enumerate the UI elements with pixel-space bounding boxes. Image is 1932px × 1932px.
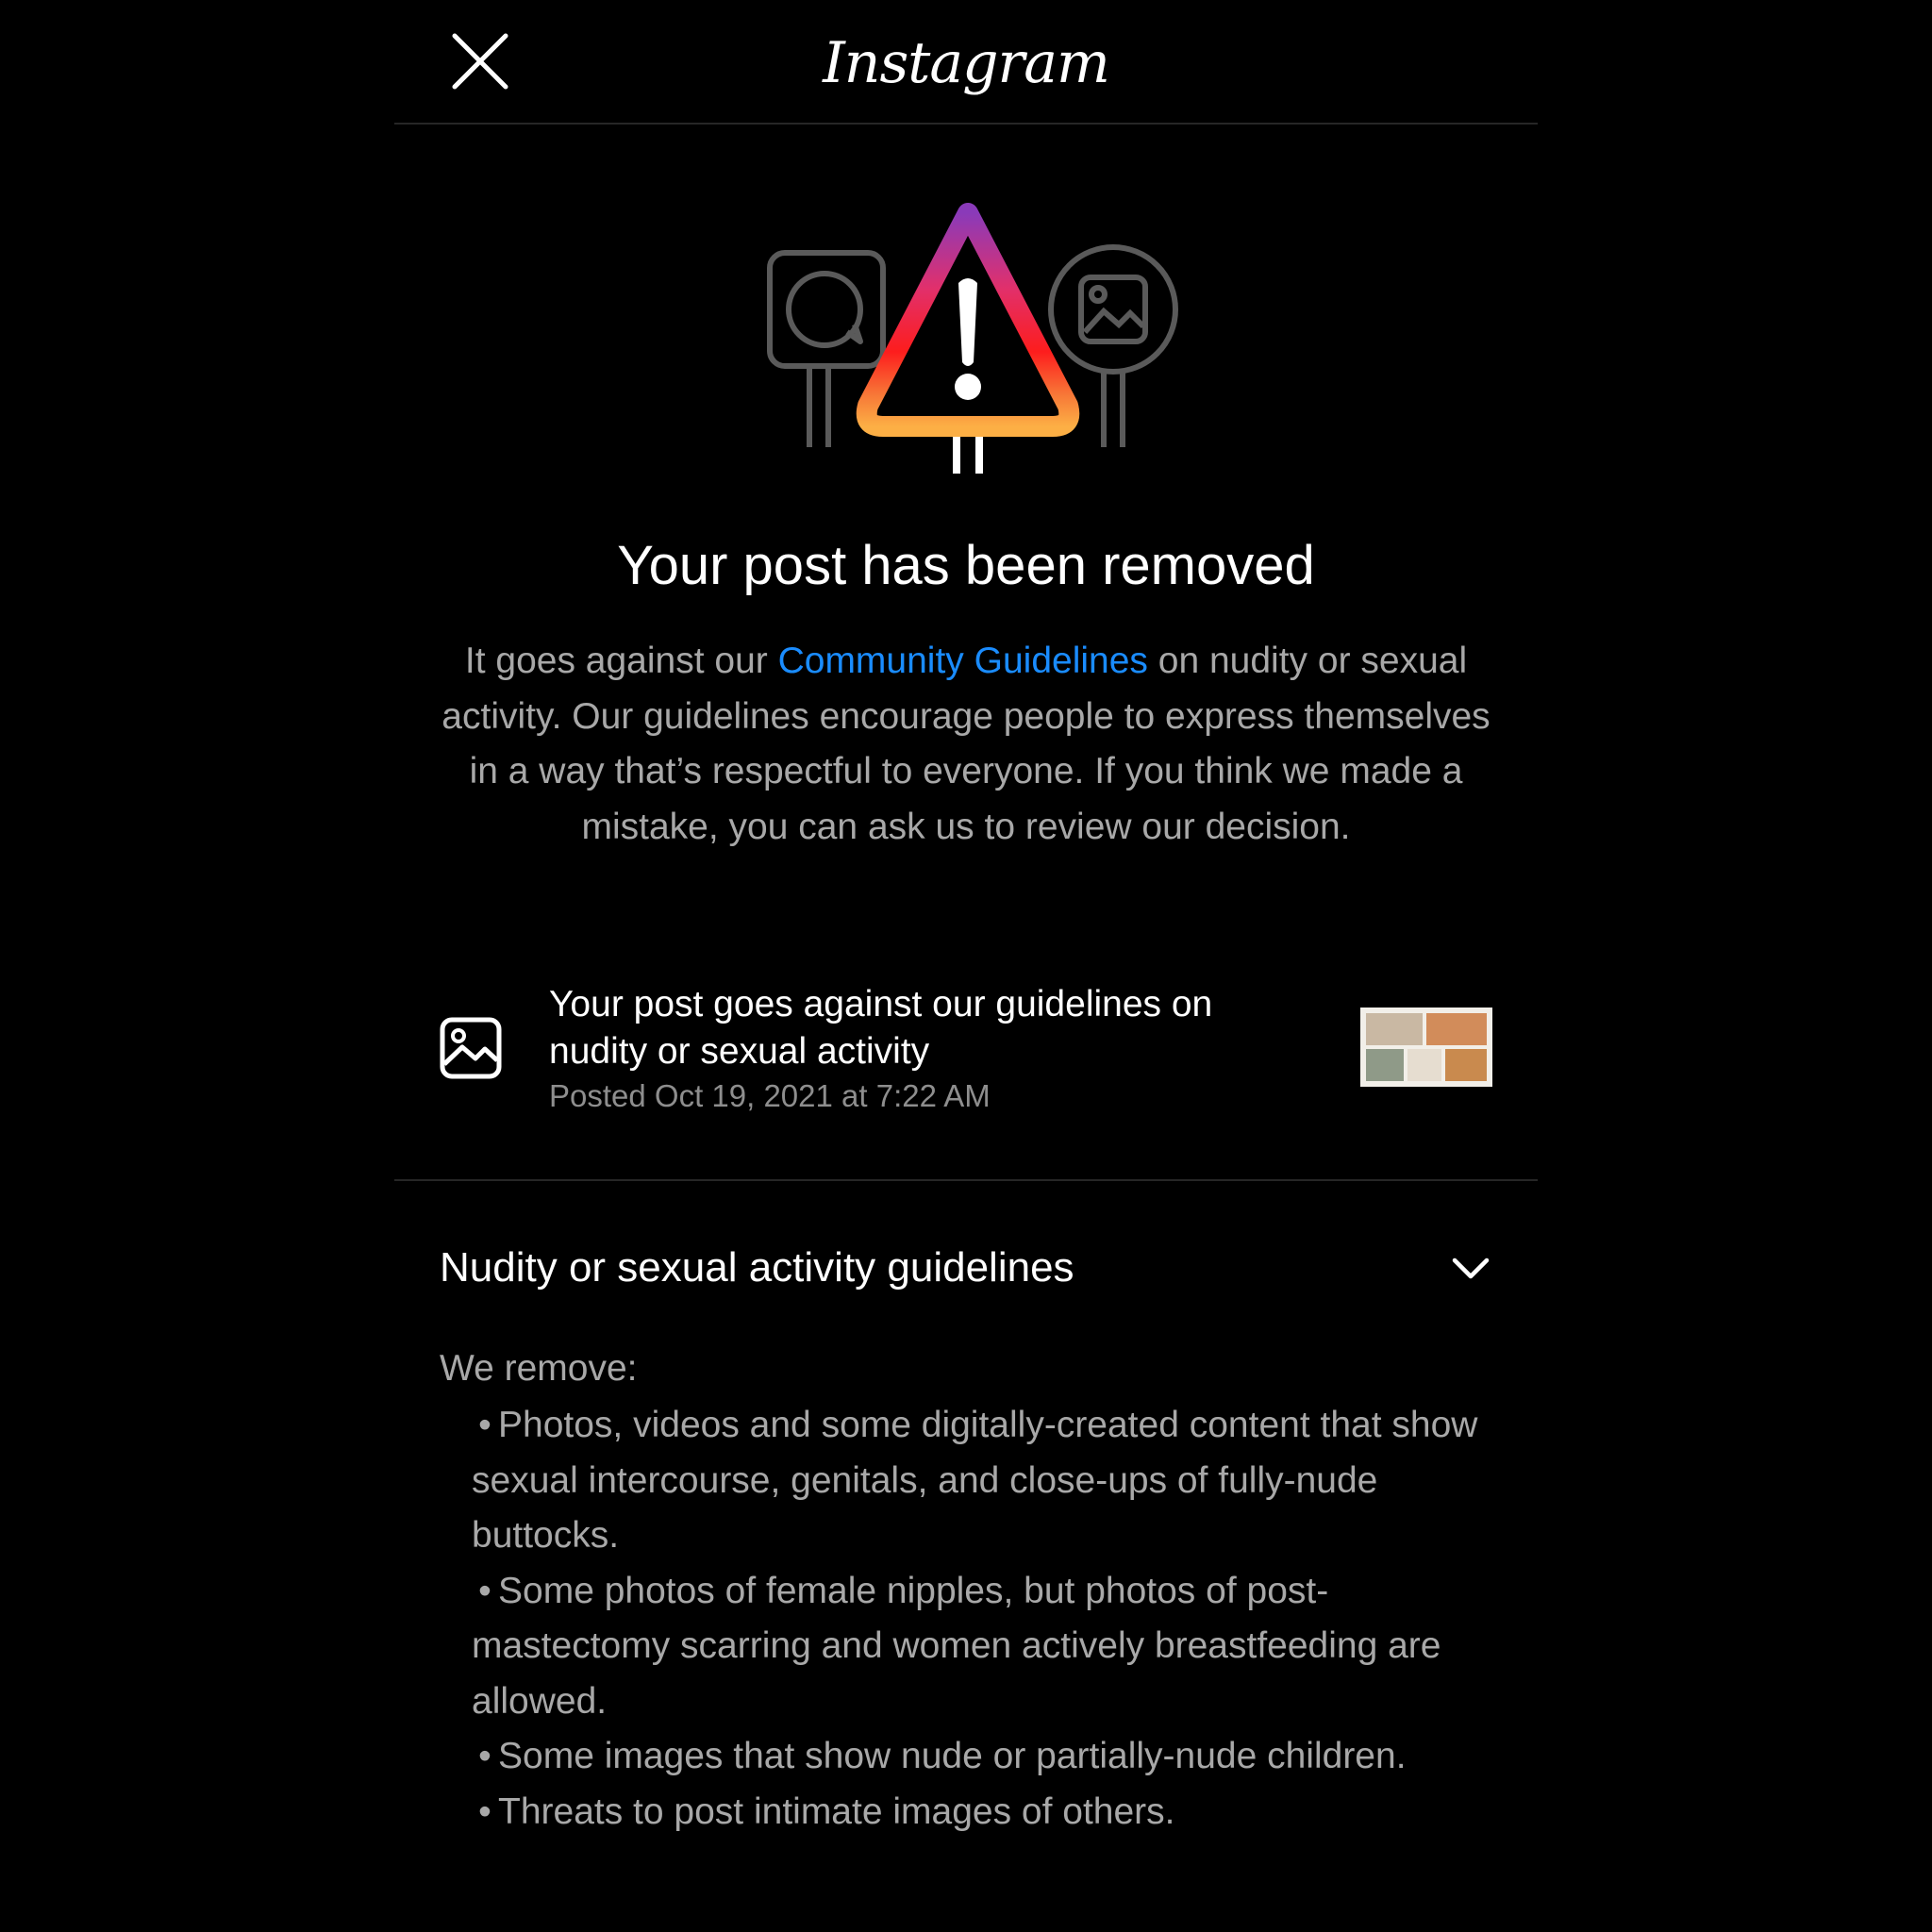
- list-item: [472, 1564, 1491, 1730]
- image-icon: [438, 1015, 504, 1081]
- explanation-text-start: It goes against our: [464, 641, 778, 681]
- list-item-text: Threats to post intimate images of others.: [498, 1790, 1175, 1832]
- removal-explanation: [432, 634, 1500, 855]
- warning-signs-illustration: [749, 200, 1183, 483]
- post-thumbnail[interactable]: [1360, 1008, 1492, 1087]
- removed-post-row[interactable]: [394, 977, 1538, 1119]
- bullet: •: [478, 1736, 491, 1776]
- list-item-text: Some photos of female nipples, but photos of post-mastectomy scarring and women actively breastfeeding are allowed.: [472, 1570, 1441, 1722]
- warning-icon: [867, 213, 1070, 474]
- list-item-text: Photos, videos and some digitally-created content that show sexual intercourse, genitals, and close-ups of fully-nude buttocks.: [472, 1405, 1478, 1556]
- post-violation-headline: Your post goes against our guidelines on nudity or sexual activity: [549, 984, 1213, 1072]
- header: [394, 0, 1538, 125]
- guidelines-title: Nudity or sexual activity guidelines: [440, 1244, 1074, 1291]
- bullet: •: [478, 1790, 491, 1832]
- list-item: [472, 1785, 1491, 1840]
- bullet: •: [478, 1570, 491, 1611]
- list-item-text: Some images that show nude or partially-nude children.: [498, 1736, 1407, 1776]
- chevron-down-icon: [1449, 1247, 1492, 1291]
- community-guidelines-link[interactable]: Community Guidelines: [777, 641, 1148, 681]
- removal-notice-screen: [394, 0, 1538, 1932]
- bullet: •: [478, 1405, 491, 1445]
- list-item: [472, 1729, 1491, 1785]
- page-title: Your post has been removed: [617, 535, 1315, 596]
- post-date: Posted Oct 19, 2021 at 7:22 AM: [549, 1078, 991, 1113]
- guidelines-list: [472, 1398, 1491, 1840]
- guidelines-intro: We remove:: [440, 1348, 638, 1389]
- divider: [394, 1179, 1538, 1181]
- warning-illustration: [394, 200, 1538, 483]
- explanation-text-end: on nudity or sexual activity. Our guidelines encourage people to express themselves in a way that’s respectful to everyone. If you think we made a mistake, you can ask us to review our decision.: [441, 641, 1491, 847]
- instagram-logo: Instagram: [823, 30, 1109, 96]
- list-item: [472, 1398, 1491, 1564]
- guidelines-accordion-header[interactable]: [394, 1226, 1538, 1311]
